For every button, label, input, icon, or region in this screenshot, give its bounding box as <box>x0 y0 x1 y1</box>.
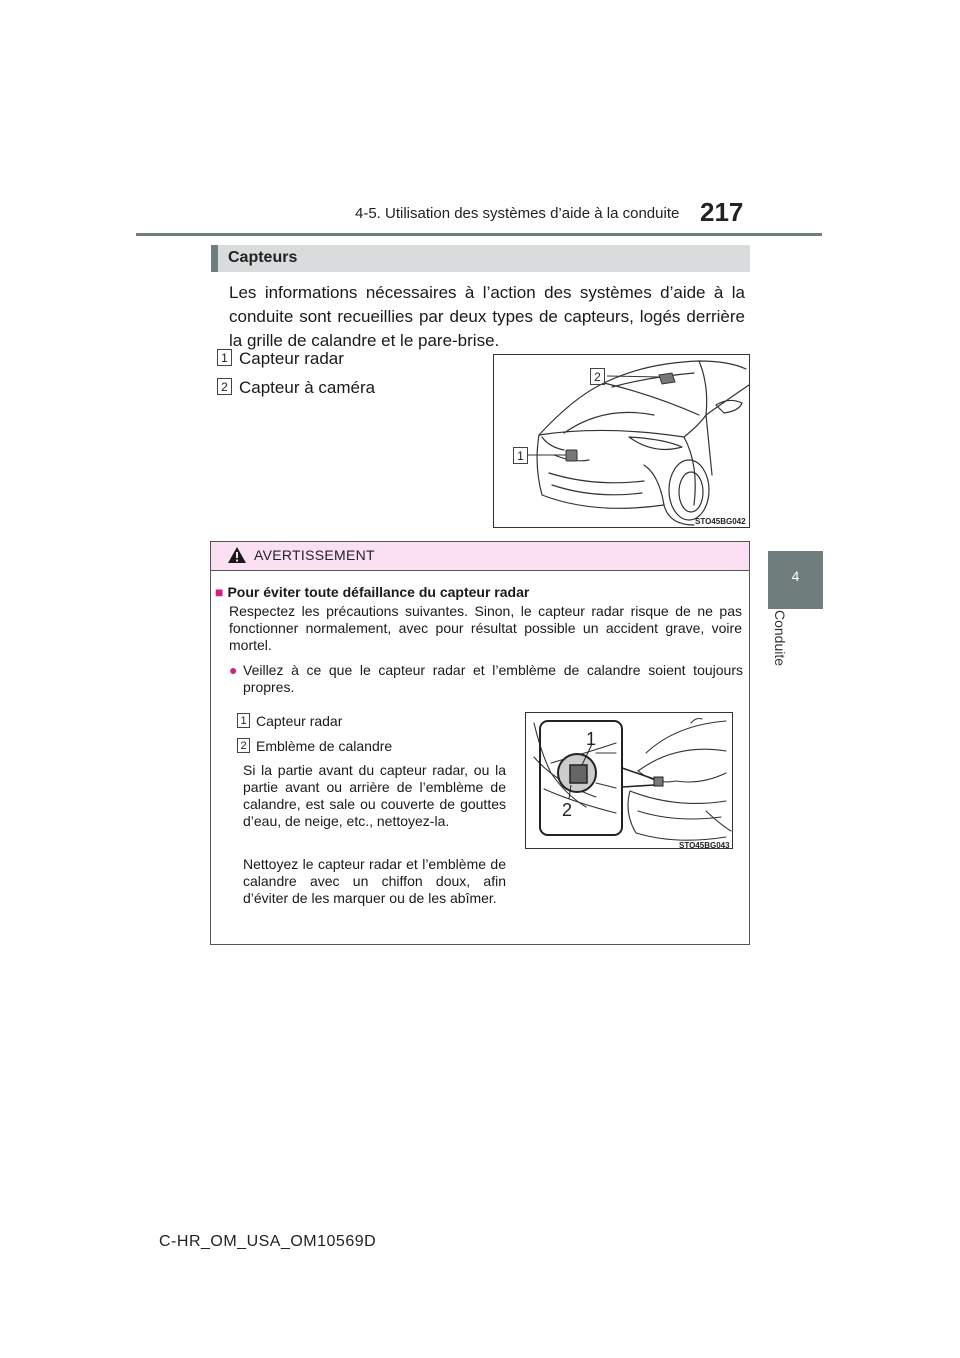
warning-title: AVERTISSEMENT <box>254 547 375 563</box>
section-intro: Les informations nécessaires à l’action des systèmes d’aide à la conduite sont recueillies par deux types de capteurs, logés derrière la grille de calandre et le pare-brise. <box>229 283 745 350</box>
figure-code: STO45BG042 <box>695 517 746 526</box>
chapter-label-wrap <box>772 610 790 690</box>
legend-number: 2 <box>217 378 232 395</box>
warning-text-dirty: Si la partie avant du capteur radar, ou la partie avant ou arrière de l’emblème de calandre, est sale ou couverte de gouttes d’eau, de neige, etc., nettoyez-la. <box>243 762 506 829</box>
figure-callout: 2 <box>562 800 573 820</box>
circle-bullet-icon: ● <box>229 662 238 678</box>
section-title: Capteurs <box>228 249 298 266</box>
warning-bullet-text: Veillez à ce que le capteur radar et l’emblème de calandre soient toujours propres. <box>243 662 743 695</box>
figure-code: STO45BG043 <box>679 841 730 849</box>
legend-label: Capteur à caméra <box>239 378 376 397</box>
figure-callout: 2 <box>590 368 605 385</box>
warning-subtitle: Pour éviter toute défaillance du capteur radar <box>227 584 530 600</box>
legend-label: Capteur radar <box>256 713 343 729</box>
warning-triangle-icon <box>227 546 247 564</box>
section-title-bar <box>211 245 750 272</box>
legend-label: Capteur radar <box>239 349 344 368</box>
warning-legend-item <box>237 738 477 756</box>
radar-emblem-drawing <box>526 713 732 848</box>
chapter-number: 4 <box>791 568 800 584</box>
legend-item <box>217 378 457 400</box>
figure-callout: 1 <box>513 447 528 464</box>
car-sensor-illustration <box>493 354 750 528</box>
car-front-drawing <box>494 355 749 527</box>
warning-paragraph: Respectez les précautions suivantes. Sinon, le capteur radar risque de ne pas fonctionner normalement, avec pour résultat possible un accident grave, voire mortel. <box>229 603 742 653</box>
warning-subtitle-row <box>215 584 529 600</box>
header-section-title: 4-5. Utilisation des systèmes d’aide à la conduite <box>355 205 680 222</box>
chapter-label: Conduite <box>772 610 788 667</box>
legend-label: Emblème de calandre <box>256 738 393 754</box>
legend-number: 2 <box>237 738 250 753</box>
warning-bullet <box>229 662 743 698</box>
warning-text-clean: Nettoyez le capteur radar et l’emblème de calandre avec un chiffon doux, afin d’éviter de les marquer ou de les abîmer. <box>243 856 506 906</box>
warning-legend-item <box>237 713 477 731</box>
square-bullet-icon: ■ <box>215 584 224 600</box>
legend-item <box>217 349 457 371</box>
legend-number: 1 <box>237 713 250 728</box>
figure-callout: 1 <box>586 729 597 749</box>
legend-number: 1 <box>217 349 232 366</box>
radar-emblem-illustration <box>525 712 733 849</box>
footer-code: C-HR_OM_USA_OM10569D <box>159 1233 377 1250</box>
page-number: 217 <box>700 197 744 227</box>
header-rule <box>136 233 822 236</box>
